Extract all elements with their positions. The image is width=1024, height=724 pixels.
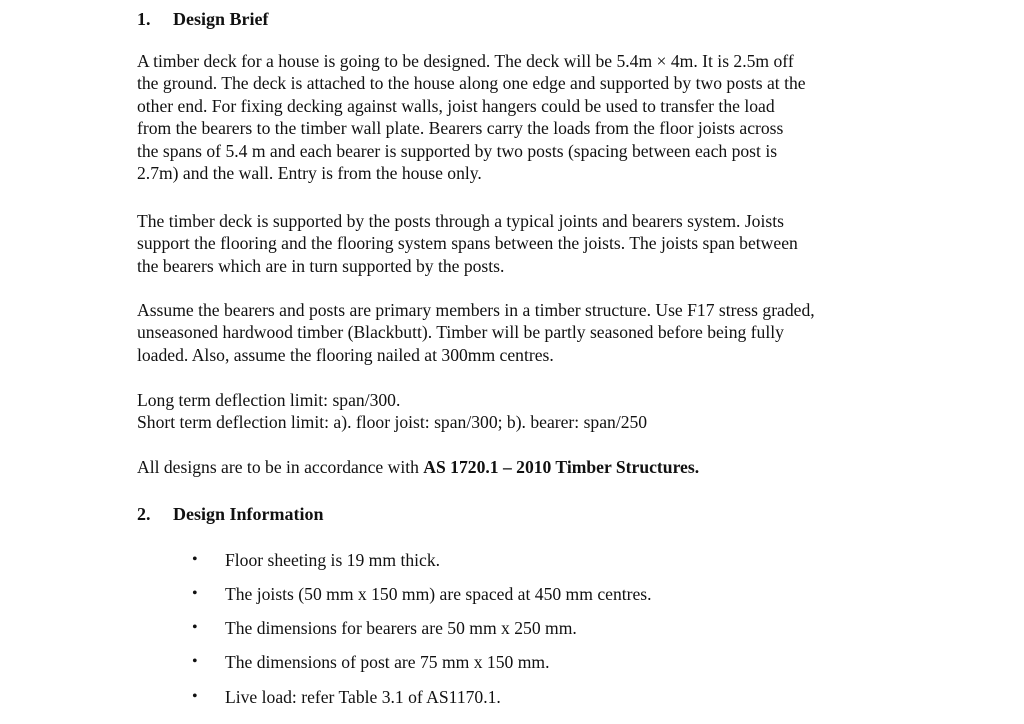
list-item-text: Floor sheeting is 19 mm thick. [225,550,441,570]
text-line: Assume the bearers and posts are primary members in a timber structure. Use F17 stress graded, [137,300,815,320]
paragraph-timber-assumptions [137,299,877,366]
bullet-icon: • [192,585,198,602]
paragraph-deck-description [137,50,877,184]
text-line: unseasoned hardwood timber (Blackbutt). Timber will be partly seasoned before being fully [137,322,784,343]
text-line: from the bearers to the timber wall plate. Bearers carry the loads from the floor joists across [137,118,784,139]
paragraph-standard [137,456,877,478]
text-line: 2.7m) and the wall. Entry is from the house only. [137,163,482,184]
bullet-icon: • [192,688,198,705]
text-line: support the flooring and the flooring system spans between the joists. The joists span between [137,233,798,254]
section-number: 2. [137,504,151,524]
paragraph-deflection-limits [137,389,877,434]
text-line: other end. For fixing decking against walls, joist hangers could be used to transfer the load [137,95,775,116]
text-line: The timber deck is supported by the posts through a typical joints and bearers system. Joists [137,211,784,231]
text-line: the ground. The deck is attached to the house along one edge and supported by two posts at the [137,73,806,94]
bullet-icon: • [192,653,198,670]
text-line: A timber deck for a house is going to be designed. The deck will be 5.4m × 4m. It is 2.5m off [137,51,794,71]
list-item-text: The dimensions for bearers are 50 mm x 250 mm. [225,618,577,638]
text-line: loaded. Also, assume the flooring nailed at 300mm centres. [137,344,554,365]
section-title: Design Information [173,504,324,524]
text-line: Short term deflection limit: a). floor joist: span/300; b). bearer: span/250 [137,412,648,433]
section-heading-design-brief [137,8,268,30]
bullet-icon: • [192,619,198,636]
text-line: the spans of 5.4 m and each bearer is supported by two posts (spacing between each post is [137,140,778,161]
list-item-text: Live load: refer Table 3.1 of AS1170.1. [225,687,501,707]
list-item-text: The joists (50 mm x 150 mm) are spaced at 450 mm centres. [225,584,652,604]
section-heading-design-information [137,503,324,525]
bullet-icon: • [192,551,198,568]
paragraph-joist-system [137,210,877,277]
list-item-text: The dimensions of post are 75 mm x 150 mm. [225,652,550,672]
text-line: Long term deflection limit: span/300. [137,390,401,410]
standard-prefix: All designs are to be in accordance with [137,457,424,477]
section-number: 1. [137,9,151,29]
text-line: the bearers which are in turn supported by the posts. [137,255,505,276]
standard-name: AS 1720.1 – 2010 Timber Structures. [423,457,700,477]
section-title: Design Brief [173,9,269,29]
